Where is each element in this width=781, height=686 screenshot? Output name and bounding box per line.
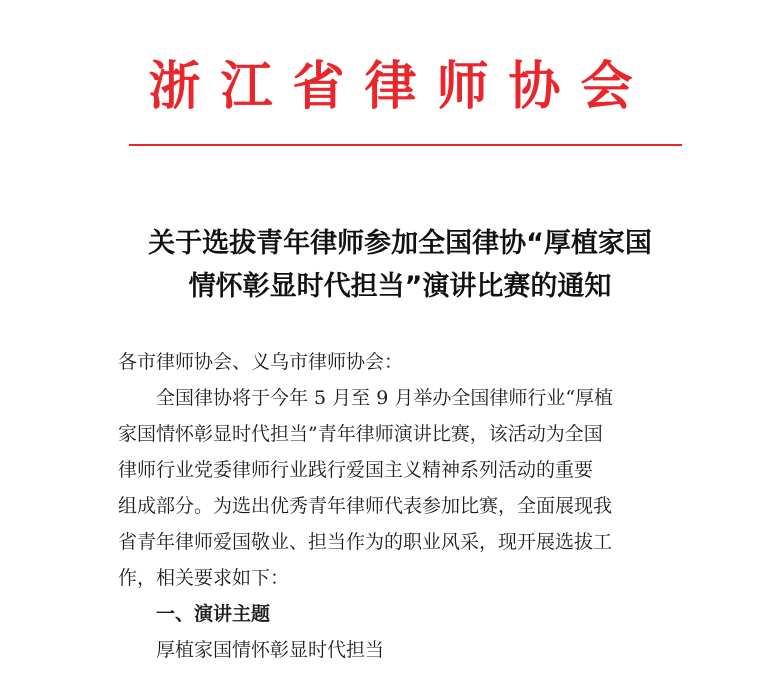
section-1-content: 厚植家国情怀彰显时代担当 xyxy=(156,639,385,661)
paragraph-1-line: 全国律协将于今年 5 月至 9 月举办全国律师行业“厚植 xyxy=(156,387,614,409)
paragraph-1 xyxy=(118,380,678,596)
paragraph-1-line: 家国情怀彰显时代担当”青年律师演讲比赛，该活动为全国 xyxy=(118,423,603,445)
paragraph-1-line: 作，相关要求如下： xyxy=(118,567,290,589)
notice-title-line-2: 情怀彰显时代担当”演讲比赛的通知 xyxy=(188,271,612,302)
paragraph-1-line: 组成部分。为选出优秀青年律师代表参加比赛，全面展现我 xyxy=(118,495,613,517)
paragraph-1-line: 律师行业党委律师行业践行爱国主义精神系列活动的重要 xyxy=(118,459,594,481)
notice-title xyxy=(110,222,690,308)
letterhead-org-name: 浙江省律师协会 xyxy=(148,56,653,117)
notice-body xyxy=(118,344,678,668)
paragraph-1-line: 省青年律师爱国敬业、担当作为的职业风采，现开展选拔工 xyxy=(118,531,613,553)
salutation: 各市律师协会、义乌市律师协会： xyxy=(118,351,404,373)
letterhead-red-rule xyxy=(129,144,682,146)
section-1-heading: 一、演讲主题 xyxy=(156,603,271,625)
notice-title-line-1: 关于选拔青年律师参加全国律协“厚植家国 xyxy=(148,228,652,259)
